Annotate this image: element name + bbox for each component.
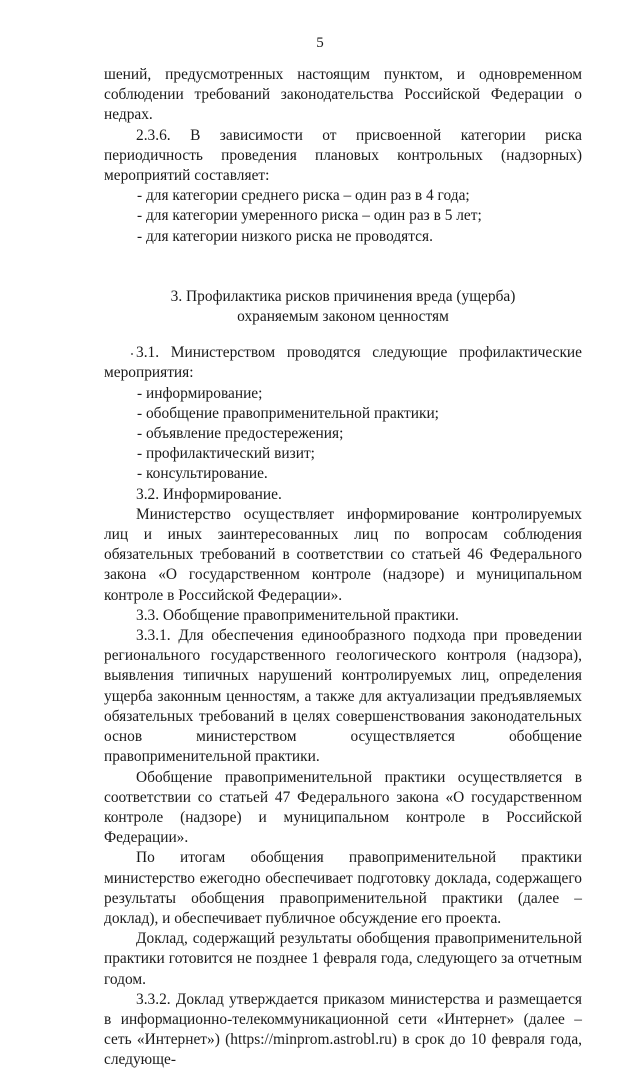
scan-speck (131, 353, 133, 355)
paragraph-3-1: 3.1. Министерством проводятся следующие профилактические мероприятия: (104, 344, 582, 382)
page-number: 5 (316, 35, 324, 51)
list-item-informing: - информирование; (137, 384, 263, 402)
paragraph-3-3-1: 3.3.1. Для обеспечения единообразного подхода при проведении регионального государственного геологического контроля (надзора), выявления типичных нарушений контролируемых лиц, определения ущерба законным ценностям, а также для актуализации предъявляемых обязательных требований в целях совершенствования законодательных основ министерством осуществляется обобщение правоприменительной практики. (104, 627, 582, 766)
paragraph-informing-text: Министерство осуществляет информирование контролируемых лиц и иных заинтересованных лиц по вопросам соблюдения обязательных требований в соответствии со статьей 46 Федерального закона «О государственном контроле (надзоре) и муниципальном контроле в Российской Федерации». (104, 505, 582, 604)
paragraph-continuation: шений, предусмотренных настоящим пунктом, и одновременном соблюдении требований законодательства Российской Федерации о недрах. (104, 66, 582, 124)
paragraph-2-3-6: 2.3.6. В зависимости от присвоенной категории риска периодичность проведения плановых контрольных (надзорных) мероприятий составляет: (104, 126, 582, 185)
section-heading-line-1: 3. Профилактика рисков причинения вреда (ущерба) (170, 287, 516, 305)
list-item-low-risk: - для категории низкого риска не проводятся. (137, 227, 433, 245)
list-item-warning: - объявление предостережения; (137, 425, 344, 443)
paragraph-3-2: 3.2. Информирование. (136, 485, 282, 503)
list-item-generalization: - обобщение правоприменительной практики; (137, 404, 439, 422)
paragraph-3-3: 3.3. Обобщение правоприменительной практики. (136, 606, 459, 624)
document-body (104, 65, 582, 1071)
paragraph-annual-report: По итогам обобщения правоприменительной практики министерство ежегодно обеспечивает подготовку доклада, содержащего результаты обобщения правоприменительной практики (далее – доклад), и обеспечивает публичное обсуждение его проекта. (104, 849, 582, 927)
paragraph-report-deadline: Доклад, содержащий результаты обобщения правоприменительной практики готовится не позднее 1 февраля года, следующего за отчетным годом. (104, 930, 582, 988)
list-item-medium-risk: - для категории среднего риска – один раз в 4 года; (137, 187, 470, 205)
list-item-moderate-risk: - для категории умеренного риска – один раз в 5 лет; (137, 207, 482, 225)
list-item-preventive-visit: - профилактический визит; (137, 445, 315, 463)
section-heading-line-2: охраняемым законом ценностям (237, 308, 449, 326)
list-item-consulting: - консультирование. (137, 465, 268, 483)
section-spacer (104, 247, 582, 287)
heading-spacer (104, 327, 582, 343)
paragraph-generalization-law: Обобщение правоприменительной практики осуществляется в соответствии со статьей 47 Федерального закона «О государственном контроле (надзоре) и муниципальном контроле в Российской Федерации». (104, 768, 582, 847)
paragraph-3-3-2: 3.3.2. Доклад утверждается приказом министерства и размещается в информационно-телекоммуникационной сети «Интернет» (далее – сеть «Интернет») (https://minprom.astrobl.ru) в срок до 10 февраля года, следующе- (104, 990, 582, 1069)
